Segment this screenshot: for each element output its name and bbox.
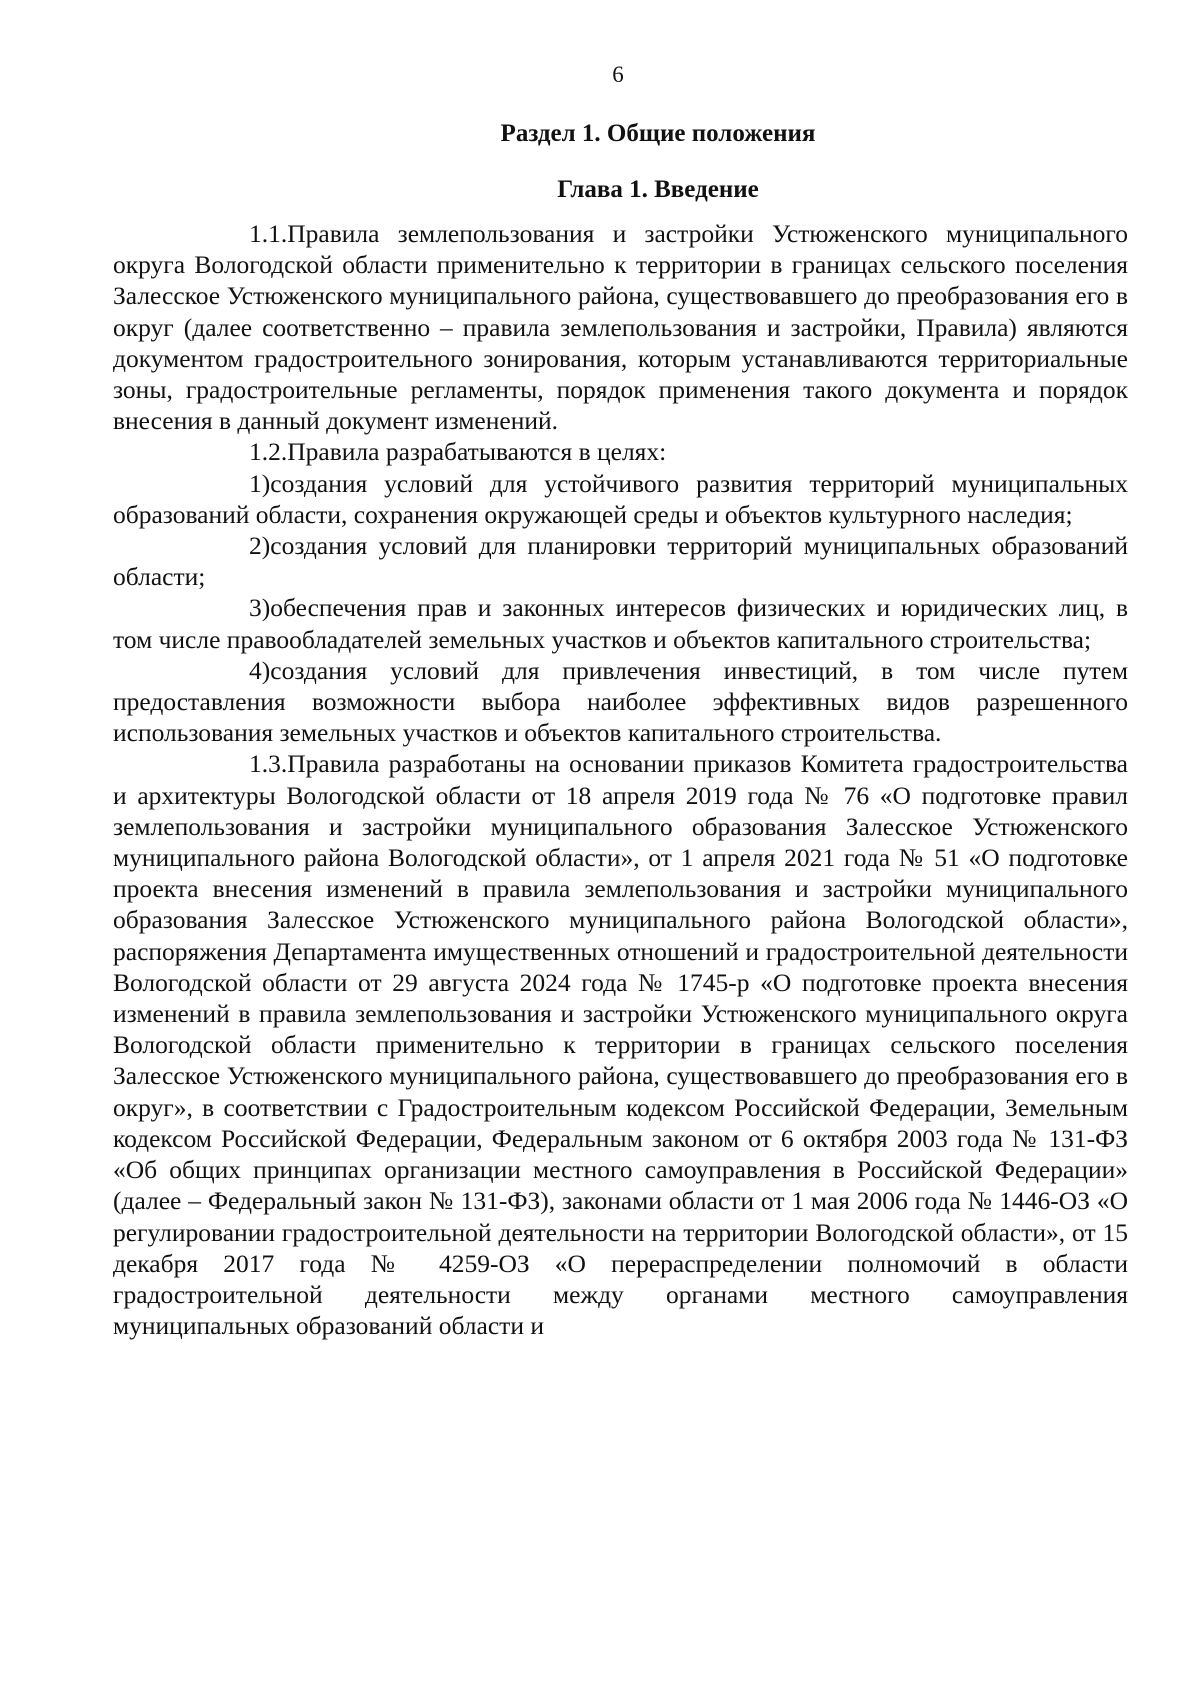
list-item-1 [113, 468, 1128, 530]
paragraph-1-3 [113, 748, 1128, 1341]
list-item-text: создания условий для привлечения инвестиций, в том числе путем предоставления возможности выбора наиболее эффективных видов разрешенного использования земельных участков и объектов капитального строительства. [113, 655, 1128, 748]
list-item-number: 2) [249, 531, 271, 561]
list-item-text: обеспечения прав и законных интересов физических и юридических лиц, в том числе правообладателей земельных участков и объектов капитального строительства; [113, 593, 1128, 654]
body-text [113, 218, 1128, 1341]
list-item-2 [113, 530, 1128, 592]
list-item-3 [113, 592, 1128, 654]
paragraph-text: Правила разрабатываются в целях: [287, 437, 667, 467]
paragraph-text: Правила землепользования и застройки Устюженского муниципального округа Вологодской области применительно к территории в границах сельского поселения Залесское Устюженского муниципального района, существовавшего до преобразования его в округ (далее соответственно – правила землепользования и застройки, Правила) являются документом градостроительного зонирования, которым устанавливаются территориальные зоны, градостроительные регламенты, порядок применения такого документа и порядок внесения в данный документ изменений. [113, 219, 1128, 436]
chapter-title: Глава 1. Введение [557, 176, 759, 203]
paragraph-text: Правила разработаны на основании приказов Комитета градостроительства и архитектуры Вологодской области от 18 апреля 2019 года № 76 «О подготовке правил землепользования и застройки муниципального образования Залесское Устюженского муниципального района Вологодской области», от 1 апреля 2021 года № 51 «О подготовке проекта внесения изменений в правила землепользования и застройки муниципального образования Залесское Устюженского муниципального района Вологодской области», распоряжения Департамента имущественных отношений и градостроительной деятельности Вологодской области от 29 августа 2024 года № 1745-р «О подготовке проекта внесения изменений в правила землепользования и застройки Устюженского муниципального округа Вологодской области применительно к территории в границах сельского поселения Залесское Устюженского муниципального района, существовавшего до преобразования его в округ», в соответствии с Градостроительным кодексом Российской Федерации, Земельным кодексом Российской Федерации, Федеральным законом от 6 октября 2003 года № 131-ФЗ «Об общих принципах организации местного самоуправления в Российской Федерации» (далее – Федеральный закон № 131-ФЗ), законами области от 1 мая 2006 года № 1446-ОЗ «О регулировании градостроительной деятельности на территории Вологодской области», от 15 декабря 2017 года № 4259-ОЗ «О перераспределении полномочий в области градостроительной деятельности между органами местного самоуправления муниципальных образований области и [113, 749, 1128, 1341]
list-item-text: создания условий для планировки территорий муниципальных образований области; [113, 531, 1128, 592]
page-number: 6 [612, 62, 624, 87]
paragraph-1-2 [113, 436, 1128, 467]
list-item-text: создания условий для устойчивого развития территорий муниципальных образований области, сохранения окружающей среды и объектов культурного наследия; [113, 468, 1128, 529]
paragraph-number: 1.2. [249, 437, 288, 467]
list-item-4 [113, 655, 1128, 749]
paragraph-number: 1.3. [249, 749, 288, 779]
paragraph-1-1 [113, 218, 1128, 436]
list-item-number: 3) [249, 593, 271, 623]
list-item-number: 1) [249, 468, 271, 498]
paragraph-number: 1.1. [249, 219, 288, 248]
list-item-number: 4) [249, 655, 271, 685]
section-title: Раздел 1. Общие положения [500, 120, 816, 147]
